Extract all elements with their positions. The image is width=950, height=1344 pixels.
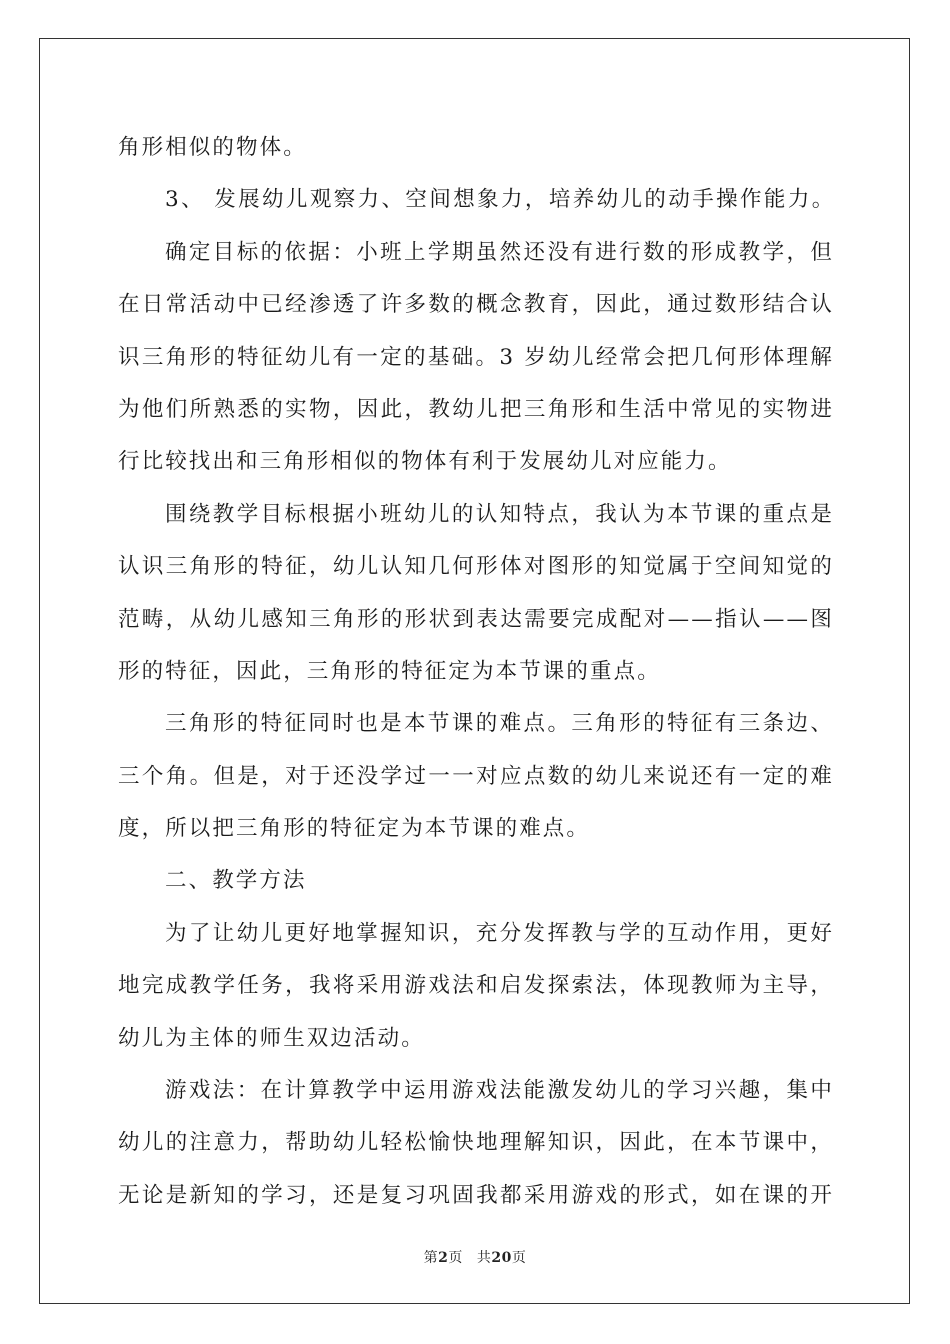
text-line: 识三角形的特征幼儿有一定的基础。3 岁幼儿经常会把几何形体理解 <box>118 344 834 370</box>
text-line: 确定目标的依据：小班上学期虽然还没有进行数的形成教学，但 <box>165 239 834 265</box>
text-line: 无论是新知的学习，还是复习巩固我都采用游戏的形式，如在课的开 <box>118 1182 834 1208</box>
text-line: 形的特征，因此，三角形的特征定为本节课的重点。 <box>118 658 661 684</box>
document-body <box>118 122 834 1222</box>
section-heading: 二、教学方法 <box>165 868 307 894</box>
text-line: 幼儿的注意力，帮助幼儿轻松愉快地理解知识，因此，在本节课中， <box>118 1130 834 1156</box>
page-suffix: 页 <box>448 1250 463 1266</box>
total-prefix: 共 <box>476 1250 492 1266</box>
text-line: 三角形的特征同时也是本节课的难点。三角形的特征有三条边、 <box>165 711 834 737</box>
text-line: 幼儿为主体的师生双边活动。 <box>118 1025 425 1051</box>
text-line: 围绕教学目标根据小班幼儿的认知特点，我认为本节课的重点是 <box>165 501 834 527</box>
text-line: 认识三角形的特征，幼儿认知几何形体对图形的知觉属于空间知觉的 <box>118 554 834 580</box>
text-line: 为了让幼儿更好地掌握知识，充分发挥教与学的互动作用，更好 <box>165 920 834 946</box>
total-suffix: 页 <box>511 1250 527 1266</box>
text-line: 行比较找出和三角形相似的物体有利于发展幼儿对应能力。 <box>118 449 732 475</box>
page-footer <box>0 1247 950 1267</box>
text-line: 角形相似的物体。 <box>118 135 307 160</box>
total-page-count: 20 <box>491 1250 512 1266</box>
text-line: 3、 发展幼儿观察力、空间想象力，培养幼儿的动手操作能力。 <box>165 187 836 213</box>
text-line: 为他们所熟悉的实物，因此，教幼儿把三角形和生活中常见的实物进 <box>118 396 834 422</box>
text-line: 三个角。但是，对于还没学过一一对应点数的幼儿来说还有一定的难 <box>118 763 834 789</box>
current-page-number: 2 <box>438 1250 449 1266</box>
text-line: 地完成教学任务，我将采用游戏法和启发探索法，体现教师为主导， <box>118 973 834 999</box>
text-line: 在日常活动中已经渗透了许多数的概念教育，因此，通过数形结合认 <box>118 292 834 318</box>
text-line: 范畴，从幼儿感知三角形的形状到表达需要完成配对——指认——图 <box>118 606 834 632</box>
page-prefix: 第 <box>423 1250 439 1266</box>
text-line: 游戏法：在计算教学中运用游戏法能激发幼儿的学习兴趣，集中 <box>165 1078 834 1104</box>
text-line: 度，所以把三角形的特征定为本节课的难点。 <box>118 816 591 842</box>
